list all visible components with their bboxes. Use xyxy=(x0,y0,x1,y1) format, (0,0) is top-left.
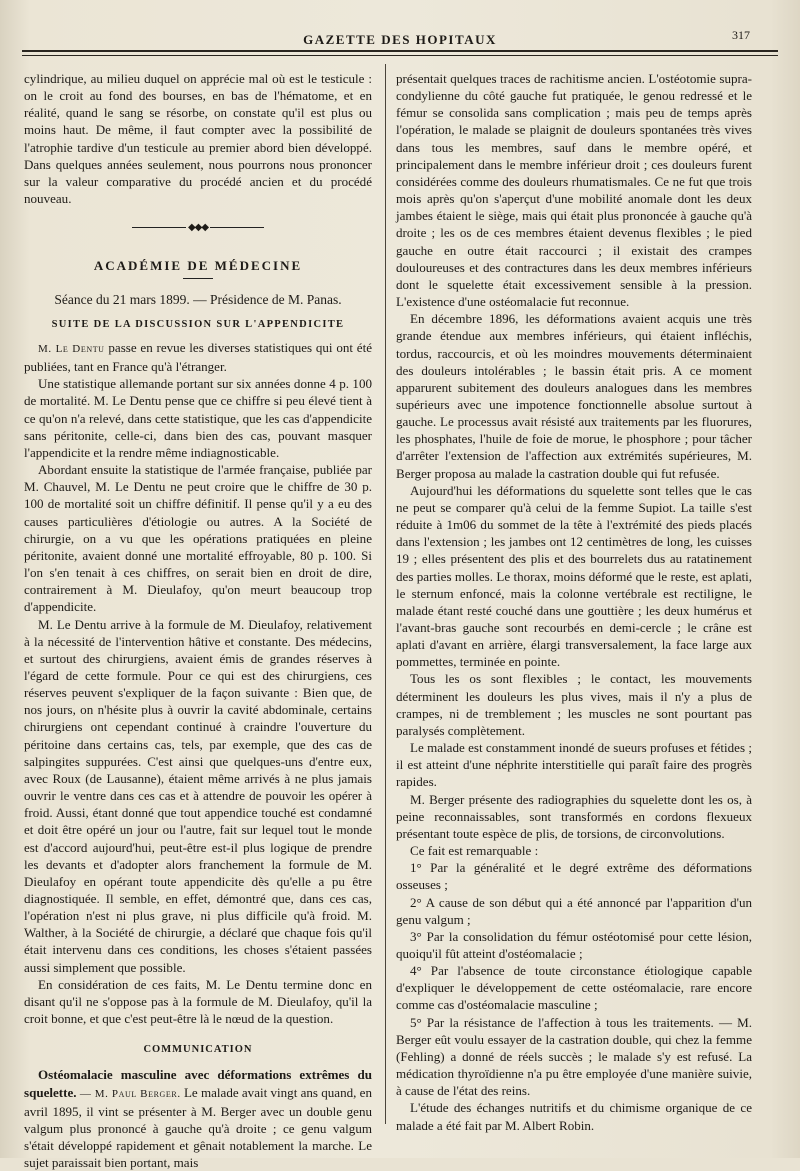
paragraph: M. Le Dentu arrive à la formule de M. Dieulafoy, relativement à la nécessité de l'intervention hâtive et constante. Des médecins, et surtout des chirurgiens, avaient émis de grandes réserves à l'égard de cette formule. Pour ce qui est des chirurgiens, ces réserves peuvent s'expliquer de la façon suivante : Bien que, de nos jours, on n'hésite plus à ouvrir la cavité abdominale, certains chirurgiens ont cependant continué à craindre l'ouverture du péritoine dans certains cas, tels, par exemple, que des cas de salpingites suppurées. C'est ainsi que quelques-uns d'entre eux, avec Roux (de Lausanne), étaient même arrivés à ne plus jamais ouvrir le ventre dans ces cas et à attendre de pouvoir les opérer à froid. Aussi, étant donné que tout appendice touché est condamné et doit être opéré un jour ou l'autre, fait sur lequel tout le monde est d'accord aujourd'hui, peut-être est-il plus logique de prendre les devants et d'adopter alors franchement la formule de M. Dieulafoy en opérant toute appendicite dès qu'elle a pu être diagnostiquée. Il semble, en effet, démontré que, dans ces cas, l'opération n'est ni plus grave, ni plus difficile qu'à froid. M. Walther, à la Société de chirurgie, a déclaré que chaque fois qu'il était intervenu dans ces conditions, les choses s'étaient passées aussi simplement que possible. xyxy=(24,616,372,975)
paragraph: Aujourd'hui les déformations du squelette sont telles que le cas ne peut se comparer qu'à celui de la femme Supiot. La taille s'est réduite à 1m06 du sommet de la tête à l'extrémité des pieds placés dans l'extension ; les jambes ont 12 centimètres de long, les cuisses 19 ; elles présentent des plis et des bourrelets dus au ratatinement des parties molles. Le thorax, moins déformé que le reste, est aplati, le sternum enfoncé, mais la colonne vertébrale est rectiligne, le malade étant resté couché dans une gouttière ; les deux humérus et l'avant-bras gauche sont recourbés en demi-cercle ; le crâne est aplati d'avant en arrière, élargi transversalement, la face large aux pommettes, terminée en pointe. xyxy=(396,482,752,670)
paragraph-text: passe en revue les diverses statistiques qui ont été publiées, tant en France qu'à l'étranger. xyxy=(24,340,373,375)
journal-title: GAZETTE DES HOPITAUX xyxy=(303,32,497,47)
paragraph: Ce fait est remarquable : xyxy=(410,843,539,859)
article-title: Ostéomalacie masculine avec déformations extrêmes du squelette. xyxy=(24,1067,372,1100)
right-column xyxy=(396,70,752,1134)
paragraph: L'étude des échanges nutritifs et du chimisme organique de ce malade a été fait par M. Albert Robin. xyxy=(396,1100,752,1133)
paragraph: En décembre 1896, les déformations avaient acquis une très grande étendue aux membres inférieurs, qui étaient infléchis, tordus, raccourcis, et où les moindres mouvements déterminaient des douleurs intolérables ; le bassin était pris. A ce moment apparurent subitement des douleurs analogues dans les membres supérieurs avec une impotence fonctionnelle absolue surtout à gauche. Le processus avait résisté aux traitements par les fluorures, les phosphates, l'huile de foie de morue, le phosphore ; pour tâcher d'arrêter l'extension de l'affection aux extrémités supérieures, M. Berger proposa au malade la castration double qui fut refusée. xyxy=(396,311,752,481)
paragraph: M. Berger présente des radiographies du squelette dont les os, à peine reconnaissables, sont transformés en cordons flexueux présentant toute espèce de plis, de torsions, de circonvolutions. xyxy=(396,791,752,841)
list-item: 2° A cause de son début qui a été annoncé par l'apparition d'un genu valgum ; xyxy=(396,894,752,927)
paragraph: cylindrique, au milieu duquel on apprécie mal où est le testicule : on le croit au fond des bourses, en bas de l'hématome, et en réalité, quand le sang se résorbe, on constate qu'il est plus ou moins haut. De même, il faut compter avec la possibilité de l'atrophie tardive d'un testicule au premier abord bien développé. Dans quelques années seulement, nous pourrons nous prononcer sur la valeur comparative du procédé ancien et du procédé nouveau. xyxy=(24,71,372,207)
section-title: ACADÉMIE DE MÉDECINE xyxy=(93,257,303,273)
paragraph-text: Le malade avait vingt ans quand, en avril 1895, il vint se présenter à M. Berger avec un double genu valgum plus prononcé à gauche qu'à droite ; ce genu valgum s'était développé rapidement et gênait notablement la marche. Le sujet paraissait bien portant, mais xyxy=(24,1084,372,1171)
paragraph: Tous les os sont flexibles ; le contact, les mouvements déterminent les douleurs les plus vives, mais il n'y a plus de crampes, ni de tremblement ; les muscles ne sont pourtant pas paralysés complètement. xyxy=(396,671,752,738)
separator-ornament: ◆◆◆ xyxy=(24,219,372,236)
speaker-name: M. Le Dentu xyxy=(38,343,105,355)
header-rule xyxy=(22,50,778,56)
column-divider xyxy=(385,64,386,1124)
communication-heading: COMMUNICATION xyxy=(143,1044,253,1056)
title-rule xyxy=(183,278,213,279)
page-number: 317 xyxy=(732,28,750,42)
paragraph xyxy=(24,339,372,375)
paragraph: Abordant ensuite la statistique de l'armée française, publiée par M. Chauvel, M. Le Dentu ne peut croire que le chiffre de 30 p. 100 de mortalité soit un chiffre définitif. Il pense qu'il y a eu des causes particulières d'étiologie ou autres. A la Société de chirurgie, on a vu que les opérations pratiquées en pleine péritonite, avaient donné une mortalité effroyable, 80 p. 100. Si l'on s'en tenait à ces chiffres, on serait bien en droit de dire, contrairement à M. Dieulafoy, qu'on meurt beaucoup trop d'appendicite. xyxy=(24,462,372,615)
paragraph: Le malade est constamment inondé de sueurs profuses et fétides ; il est atteint d'une néphrite interstitielle qui paraît faire des progrès rapides. xyxy=(396,740,752,790)
paragraph: En considération de ces faits, M. Le Dentu termine donc en disant qu'il ne s'oppose pas à la formule de M. Dieulafoy, qu'il la croit bonne, et que c'est peut-être là le nœud de la question. xyxy=(24,976,372,1027)
list-item: 4° Par l'absence de toute circonstance étiologique capable d'expliquer le développement de cette ostéomalacie, rare encore comme cas d'ostéomalacie masculine ; xyxy=(396,963,752,1013)
subheading: SUITE DE LA DISCUSSION SUR L'APPENDICITE xyxy=(51,318,345,330)
author-name: — M. Paul Berger. xyxy=(79,1087,181,1100)
list-item: 1° Par la généralité et le degré extrême des déformations osseuses ; xyxy=(396,860,752,893)
list-item: 5° Par la résistance de l'affection à tous les traitements. — M. Berger eût voulu essayer de la castration double, qui chez la femme (Fehling) a donné de réels succès ; le malade s'y est refusé. La médication thyroïdienne n'a pu être employée d'une manière suivie, à cause de l'état des reins. xyxy=(396,1014,752,1099)
session-line: Séance du 21 mars 1899. — Présidence de M. Panas. xyxy=(54,291,342,307)
paragraph: Une statistique allemande portant sur six années donne 4 p. 100 de mortalité. M. Le Dentu pense que ce chiffre si peu élevé tient à ce qu'on n'a relevé, dans cette statistique, que les cas d'appendicite sans péritonite, celle-ci, dans bien des cas, pouvant masquer l'appendicite et la rendre même indiagnosticable. xyxy=(24,376,372,460)
paragraph: présentait quelques traces de rachitisme ancien. L'ostéotomie supra-condylienne du côté gauche fut pratiquée, le genou redressé et le fémur se consolida sans complication ; mais peu de temps après l'opération, le malade se plaignit de douleurs spontanées très vives dans tous les membres, sauf dans le membre opéré, et principalement dans le membre inférieur droit ; ces douleurs furent considérées comme des douleurs rhumatismales. Ce ne fut que trois mois après qu'on s'aperçut d'une mobilité anomale dont les deux jambes étaient le siège, mais qui était plus prononcée à gauche qu'à droite ; les os de ces membres étaient devenus flexibles ; le pied gauche en outre était raccourci ; il existait des crampes douloureuses et des contractures dans les deux membres inférieurs dont le squelette était excessivement sensible à la pression. L'existence d'une ostéomalacie fut reconnue. xyxy=(396,71,752,310)
left-column xyxy=(24,70,372,1171)
list-item: 3° Par la consolidation du fémur ostéotomisé pour cette lésion, quoiqu'il fût atteint d'ostéomalacie ; xyxy=(396,928,752,961)
paragraph xyxy=(24,1066,372,1171)
